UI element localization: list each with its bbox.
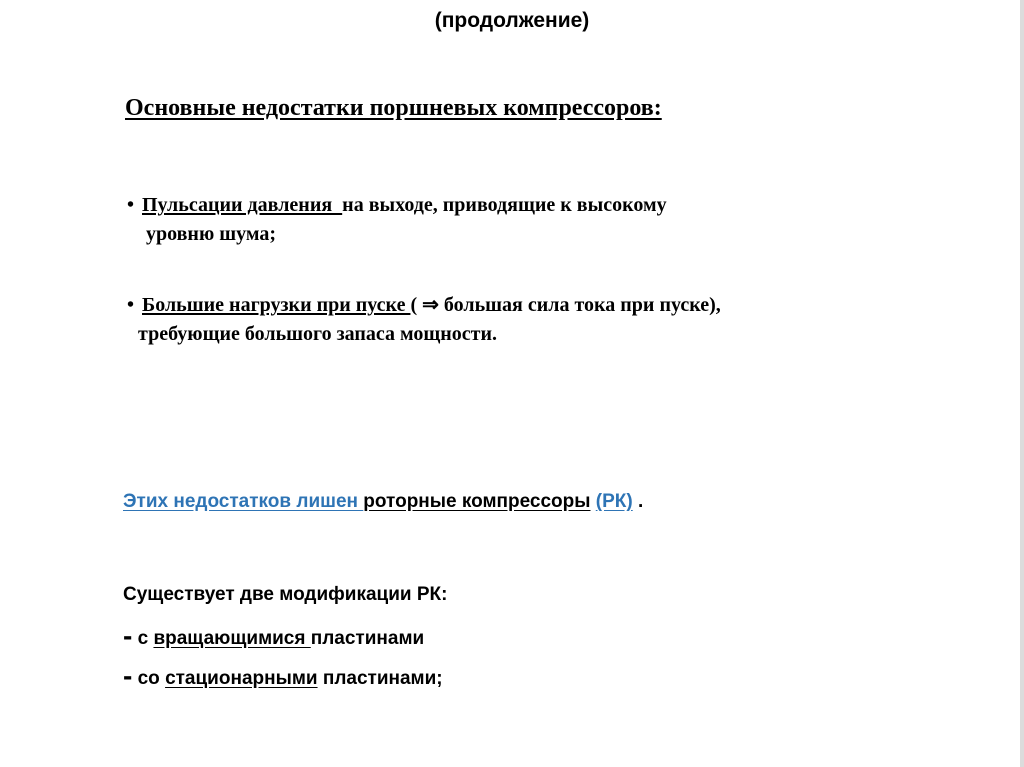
note-rotary-compressors: роторные компрессоры [363,491,591,512]
note-period: . [632,491,644,512]
modifications-title: Существует две модификации РК: [123,584,448,605]
note-abbreviation: (РК) [595,491,633,512]
bullet-term: Пульсации давления [142,194,343,216]
bullet-text: большая сила тока при пуске), [438,294,721,316]
modification-underlined: вращающимися [153,628,311,649]
modification-suffix: пластинами; [317,668,443,689]
modification-suffix: пластинами [310,628,425,649]
dash-marker: - [123,620,133,651]
bullet-paren-open: ( [410,294,423,316]
modification-item [123,660,443,692]
bullet-marker: • [127,294,135,316]
modification-underlined: стационарными [165,668,318,689]
slide-heading: Основные недостатки поршневых компрессоров: [125,95,662,121]
modification-prefix: со [132,668,166,689]
note-lead-text: Этих недостатков лишен [123,491,364,512]
bullet-continuation: требующие большого запаса мощности. [138,323,498,345]
rotary-compressor-note [123,491,643,513]
modification-prefix: с [132,628,154,649]
dash-marker: - [123,660,133,691]
slide-subtitle: (продолжение) [434,9,590,32]
bullet-term: Большие нагрузки при пуске [142,294,411,316]
bullet-startup-loads [127,291,721,349]
slide-right-border [1020,0,1024,767]
bullet-marker: • [127,194,135,216]
implies-arrow-icon: ⇒ [422,294,439,316]
bullet-pressure-pulsation [127,191,667,249]
bullet-continuation: уровню шума; [146,223,276,245]
bullet-text: на выходе, приводящие к высокому [342,194,667,216]
modification-item [123,620,424,652]
